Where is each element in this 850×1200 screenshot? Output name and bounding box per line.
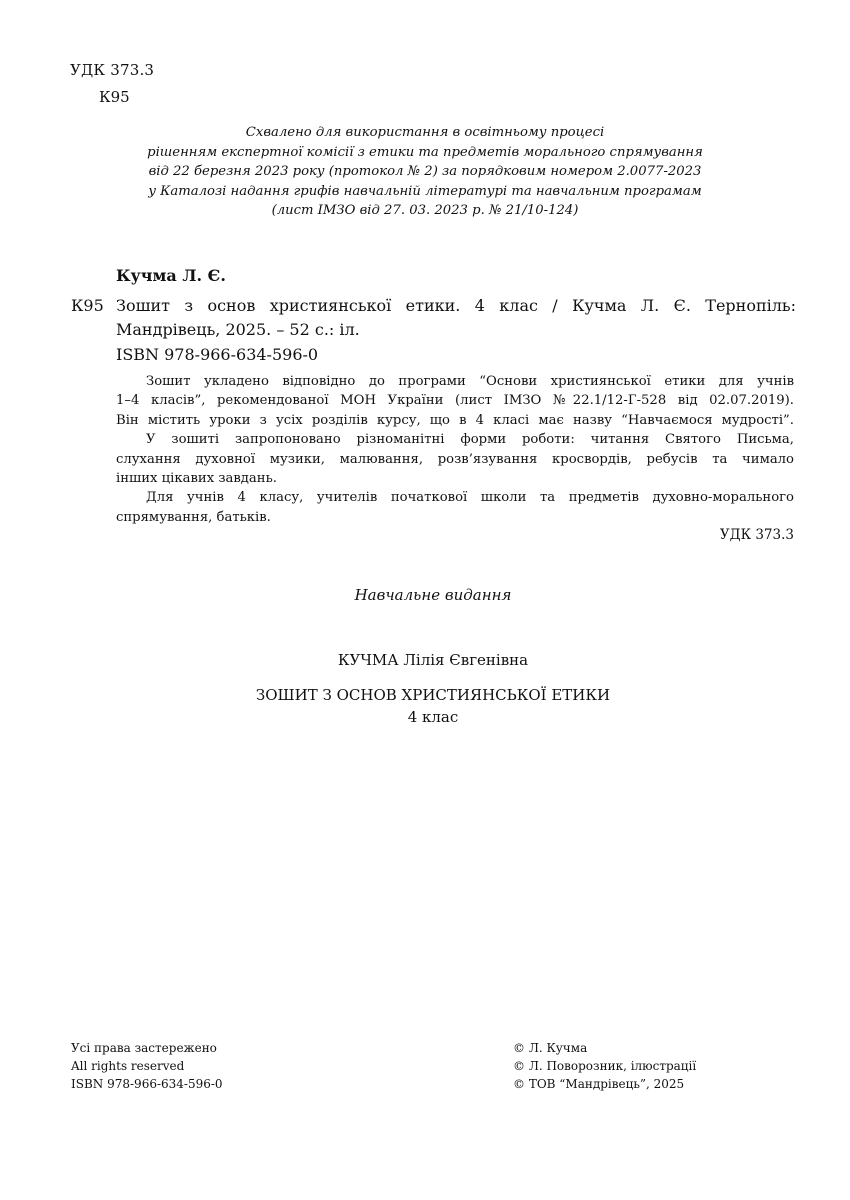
annotation-line: спрямування, батьків.: [116, 509, 271, 525]
footer-line: © ТОВ “Мандрівець”, 2025: [513, 1077, 685, 1091]
footer-line: All rights reserved: [71, 1059, 185, 1073]
annotation-line: Для учнів 4 класу, учителів початкової школи та предметів духовно-морального: [146, 490, 794, 506]
annotation-line: слухання духовної музики, малювання, розв’язування кросвордів, ребусів та чимало: [116, 451, 794, 467]
approval-line: Схвалено для використання в освітньому процесі: [245, 125, 605, 140]
biblio-title-line: Зошит з основ християнської етики. 4 клас / Кучма Л. Є. Тернопіль:: [116, 296, 796, 315]
annotation-line: Він містить уроки з усіх розділів курсу, що в 4 класі має назву “Навчаємося мудрості”.: [116, 412, 794, 428]
footer-line: © Л. Кучма: [513, 1041, 588, 1055]
annotation-line: 1–4 класів”, рекомендованої МОН України (лист ІМЗО №22.1/12-Г-528 від 02.07.2019).: [116, 393, 794, 409]
annotation: [116, 372, 794, 527]
annotation-line: У зошиті запропоновано різноманітні форми роботи: читання Святого Письма,: [146, 432, 794, 448]
isbn: ISBN 978-966-634-596-0: [116, 345, 319, 364]
grade-label: 4 клас: [407, 708, 459, 726]
author-full-name: КУЧМА Лілія Євгенівна: [337, 651, 529, 669]
approval-line: рішенням експертної комісії з етики та предметів морального спрямування: [147, 144, 703, 160]
biblio-cipher: К95: [71, 296, 104, 315]
book-title: ЗОШИТ З ОСНОВ ХРИСТИЯНСЬКОЇ ЕТИКИ: [255, 686, 611, 704]
footer-copyright: [513, 1039, 696, 1093]
bibliographic-record: [71, 294, 796, 342]
approval-line: у Каталозі надання грифів навчальній літературі та навчальним програмам: [148, 183, 702, 199]
author-heading: Кучма Л. Є.: [116, 266, 226, 285]
annotation-udk: УДК 373.3: [719, 527, 794, 543]
footer-line: © Л. Поворозник, ілюстрації: [513, 1059, 697, 1073]
edition-type: Навчальне видання: [354, 586, 512, 604]
approval-notice: [60, 123, 790, 221]
biblio-publisher-line: Мандрівець, 2025. – 52 с.: іл.: [116, 320, 360, 339]
annotation-line: Зошит укладено відповідно до програми “Основи християнської етики для учнів: [146, 374, 794, 389]
approval-line: від 22 березня 2023 року (протокол № 2) за порядковим номером 2.0077-2023: [148, 164, 702, 179]
library-cipher: К95: [99, 88, 130, 106]
footer-line: ISBN 978-966-634-596-0: [71, 1077, 223, 1091]
annotation-line: інших цікавих завдань.: [116, 471, 277, 487]
udk-code: УДК 373.3: [70, 61, 155, 79]
footer-line: Усі права застережено: [71, 1041, 217, 1055]
footer-rights: [71, 1039, 223, 1093]
approval-line: (лист ІМЗО від 27. 03. 2023 р. № 21/10-124): [271, 203, 579, 218]
biblio-line: [71, 294, 796, 318]
